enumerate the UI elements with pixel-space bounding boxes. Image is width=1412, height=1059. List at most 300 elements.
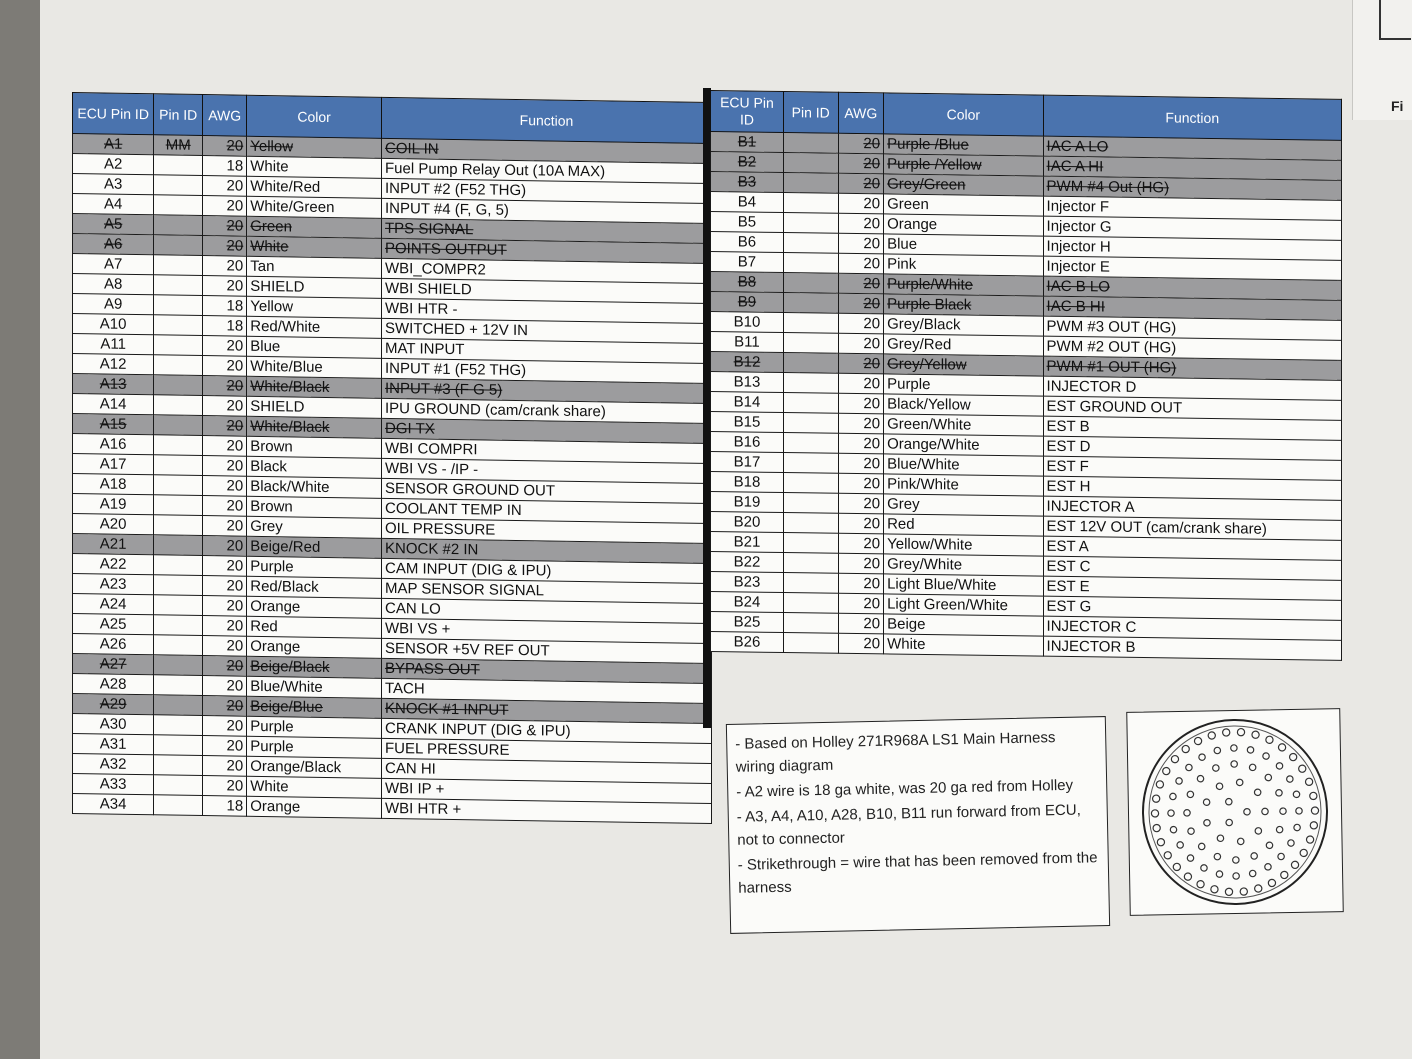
cell-awg: 18: [203, 156, 247, 177]
pin-hole: [1199, 754, 1206, 761]
cell-pin-id: [154, 235, 203, 256]
cell-color: White/Black: [247, 376, 382, 398]
cell-ecu-pin-id: A25: [73, 614, 154, 635]
cell-ecu-pin-id: A20: [73, 514, 154, 535]
cell-color: Red: [884, 514, 1043, 536]
pin-hole: [1231, 761, 1238, 768]
cell-awg: 20: [838, 413, 884, 434]
cell-color: Orange: [884, 214, 1043, 236]
cell-awg: 20: [838, 473, 884, 494]
pin-hole: [1211, 886, 1218, 893]
cell-awg: 20: [838, 273, 884, 294]
cell-function: EST G: [1043, 596, 1341, 620]
cell-awg: 20: [838, 293, 884, 314]
cell-ecu-pin-id: B24: [711, 592, 784, 613]
pin-hole: [1299, 765, 1306, 772]
cell-awg: 20: [203, 456, 247, 477]
cell-function: CAM INPUT (DIG & IPU): [382, 558, 712, 583]
cell-ecu-pin-id: B3: [711, 172, 784, 193]
cell-pin-id: [154, 335, 203, 356]
cell-awg: 20: [838, 173, 884, 194]
cell-pin-id: [154, 255, 203, 276]
pin-hole: [1197, 881, 1204, 888]
cell-pin-id: [154, 595, 203, 616]
cell-awg: 18: [203, 316, 247, 337]
cell-pin-id: [154, 415, 203, 436]
cell-pin-id: [783, 433, 838, 454]
pin-hole: [1170, 793, 1177, 800]
cell-ecu-pin-id: B23: [711, 572, 784, 593]
cell-function: WBI_COMPR2: [382, 258, 712, 283]
cell-pin-id: [154, 435, 203, 456]
cell-pin-id: [154, 495, 203, 516]
cell-pin-id: [154, 615, 203, 636]
cell-awg: 20: [203, 536, 247, 557]
cell-awg: 20: [203, 556, 247, 577]
partial-heading: Fi: [1391, 98, 1404, 114]
cell-color: Purple: [247, 556, 382, 578]
cell-awg: 20: [203, 476, 247, 497]
header-color: Color: [247, 95, 382, 138]
cell-color: Blue/White: [884, 454, 1043, 476]
cell-color: Beige/Black: [247, 656, 382, 678]
pin-hole: [1233, 873, 1240, 880]
cell-color: SHIELD: [247, 276, 382, 298]
cell-function: EST 12V OUT (cam/crank share): [1043, 516, 1341, 540]
cell-awg: 20: [838, 593, 884, 614]
cell-ecu-pin-id: A33: [73, 774, 154, 795]
cell-ecu-pin-id: B17: [711, 452, 784, 473]
cell-awg: 20: [203, 356, 247, 377]
cell-awg: 20: [203, 396, 247, 417]
pin-hole: [1173, 863, 1180, 870]
cell-color: Grey/Black: [884, 314, 1043, 336]
pin-hole: [1249, 870, 1256, 877]
header-function: Function: [1043, 95, 1341, 140]
cell-function: INPUT #3 (F G 5): [382, 378, 712, 403]
cell-pin-id: [783, 353, 838, 374]
cell-pin-id: [154, 635, 203, 656]
cell-awg: 20: [838, 553, 884, 574]
cell-awg: 20: [838, 573, 884, 594]
pin-hole: [1214, 747, 1221, 754]
cell-awg: 20: [838, 393, 884, 414]
cell-pin-id: [783, 313, 838, 334]
cell-function: IAC B LO: [1043, 276, 1341, 300]
cell-awg: 20: [838, 193, 884, 214]
cell-ecu-pin-id: B25: [711, 612, 784, 633]
pin-hole: [1168, 810, 1175, 817]
cell-pin-id: [154, 315, 203, 336]
pin-hole: [1291, 861, 1298, 868]
pin-hole: [1311, 807, 1318, 814]
cell-pin-id: [783, 393, 838, 414]
cell-color: Purple: [247, 716, 382, 738]
pin-hole: [1194, 737, 1201, 744]
cell-ecu-pin-id: A23: [73, 574, 154, 595]
cell-color: Red/White: [247, 316, 382, 338]
pin-hole: [1255, 885, 1262, 892]
cell-color: Purple /Yellow: [884, 154, 1043, 176]
cell-color: Light Blue/White: [884, 574, 1043, 596]
pin-hole: [1278, 744, 1285, 751]
cell-awg: 20: [838, 213, 884, 234]
cell-ecu-pin-id: A13: [73, 374, 154, 395]
cell-ecu-pin-id: B4: [711, 192, 784, 213]
cell-color: Orange: [247, 596, 382, 618]
pin-hole: [1237, 838, 1244, 845]
cell-pin-id: [154, 175, 203, 196]
note-line: - A2 wire is 18 ga white, was 20 ga red from Holley: [736, 776, 1074, 801]
cell-function: CRANK INPUT (DIG & IPU): [382, 718, 712, 743]
cell-function: PWM #1 OUT (HG): [1043, 356, 1341, 380]
cell-ecu-pin-id: B2: [711, 152, 784, 173]
pin-hole: [1214, 853, 1221, 860]
pin-hole: [1266, 736, 1273, 743]
cell-function: SWITCHED + 12V IN: [382, 318, 712, 343]
cell-color: Beige/Red: [247, 536, 382, 558]
cell-function: INPUT #2 (F52 THG): [382, 178, 712, 203]
cell-color: Yellow/White: [884, 534, 1043, 556]
cell-pin-id: [154, 155, 203, 176]
pin-hole: [1197, 775, 1204, 782]
cell-ecu-pin-id: B11: [711, 332, 784, 353]
cell-ecu-pin-id: B16: [711, 432, 784, 453]
cell-color: Blue: [884, 234, 1043, 256]
cell-ecu-pin-id: A22: [73, 554, 154, 575]
cell-function: PWM #2 OUT (HG): [1043, 336, 1341, 360]
cell-function: COOLANT TEMP IN: [382, 498, 712, 523]
cell-pin-id: [154, 535, 203, 556]
pinout-table-a: [72, 92, 712, 824]
pin-hole: [1198, 843, 1205, 850]
cell-awg: 20: [203, 496, 247, 517]
cell-function: Injector E: [1043, 256, 1341, 280]
cell-pin-id: [154, 575, 203, 596]
cell-ecu-pin-id: A15: [73, 414, 154, 435]
cell-color: Grey/Red: [884, 334, 1043, 356]
cell-pin-id: [783, 373, 838, 394]
cell-function: MAP SENSOR SIGNAL: [382, 578, 712, 603]
cell-awg: 18: [203, 796, 247, 817]
pin-hole: [1280, 808, 1287, 815]
cell-function: INJECTOR B: [1043, 636, 1341, 660]
pin-hole: [1252, 731, 1259, 738]
cell-function: PWM #4 Out (HG): [1043, 176, 1341, 200]
cell-function: PWM #3 OUT (HG): [1043, 316, 1341, 340]
cell-awg: 18: [203, 296, 247, 317]
pin-hole: [1265, 774, 1272, 781]
cell-color: Black/Yellow: [884, 394, 1043, 416]
cell-ecu-pin-id: B20: [711, 512, 784, 533]
header-ecu-pin-id: ECU Pin ID: [73, 93, 154, 135]
cell-color: White/Black: [247, 416, 382, 438]
cell-pin-id: [154, 675, 203, 696]
cell-color: Red/Black: [247, 576, 382, 598]
cell-color: Purple: [884, 374, 1043, 396]
cell-ecu-pin-id: A12: [73, 354, 154, 375]
cell-awg: 20: [838, 533, 884, 554]
cell-ecu-pin-id: A34: [73, 794, 154, 815]
cell-color: Grey/Green: [884, 174, 1043, 196]
header-pin-id: Pin ID: [783, 92, 838, 134]
cell-color: Brown: [247, 436, 382, 458]
pin-hole: [1237, 729, 1244, 736]
cell-ecu-pin-id: A4: [73, 194, 154, 215]
cell-pin-id: [783, 213, 838, 234]
pin-hole: [1176, 778, 1183, 785]
cell-function: BYPASS OUT: [382, 658, 712, 683]
cell-awg: 20: [203, 656, 247, 677]
cell-awg: 20: [203, 276, 247, 297]
cell-function: INJECTOR C: [1043, 616, 1341, 640]
cell-pin-id: [783, 613, 838, 634]
cell-awg: 20: [203, 216, 247, 237]
cell-color: White/Blue: [247, 356, 382, 378]
cell-pin-id: [154, 775, 203, 796]
cell-ecu-pin-id: A8: [73, 274, 154, 295]
cell-ecu-pin-id: A1: [73, 134, 154, 155]
pin-hole: [1171, 755, 1178, 762]
cell-function: COIL IN: [382, 138, 712, 163]
cell-pin-id: [783, 453, 838, 474]
cell-function: EST D: [1043, 436, 1341, 460]
cell-color: Black/White: [247, 476, 382, 498]
header-ecu-pin-id: ECU Pin ID: [711, 91, 784, 133]
cell-ecu-pin-id: B18: [711, 472, 784, 493]
cell-function: CAN LO: [382, 598, 712, 623]
cell-awg: 20: [203, 256, 247, 277]
cell-function: EST E: [1043, 576, 1341, 600]
cell-color: Grey/White: [884, 554, 1043, 576]
pin-hole: [1184, 873, 1191, 880]
cell-awg: 20: [838, 453, 884, 474]
cell-pin-id: [154, 515, 203, 536]
cell-color: Green/White: [884, 414, 1043, 436]
cell-awg: 20: [838, 353, 884, 374]
cell-color: Blue: [247, 336, 382, 358]
cell-awg: 20: [203, 756, 247, 777]
pin-hole: [1156, 781, 1163, 788]
cell-function: FUEL PRESSURE: [382, 738, 712, 763]
pin-hole: [1182, 745, 1189, 752]
pin-hole: [1151, 810, 1158, 817]
cell-awg: 20: [203, 176, 247, 197]
cell-color: Purple /Blue: [884, 134, 1043, 156]
pin-hole: [1287, 776, 1294, 783]
cell-function: EST C: [1043, 556, 1341, 580]
pin-hole: [1251, 853, 1258, 860]
cell-ecu-pin-id: B15: [711, 412, 784, 433]
cell-function: IAC B HI: [1043, 296, 1341, 320]
cell-ecu-pin-id: A32: [73, 754, 154, 775]
cell-awg: 20: [203, 436, 247, 457]
cell-function: INJECTOR A: [1043, 496, 1341, 520]
cell-pin-id: [154, 275, 203, 296]
pin-hole: [1293, 791, 1300, 798]
cell-pin-id: [154, 375, 203, 396]
cell-awg: 20: [203, 576, 247, 597]
cell-ecu-pin-id: A24: [73, 594, 154, 615]
cell-color: Green: [884, 194, 1043, 216]
pin-hole: [1289, 753, 1296, 760]
cell-function: Injector G: [1043, 216, 1341, 240]
pin-hole: [1294, 824, 1301, 831]
cell-function: CAN HI: [382, 758, 712, 783]
pin-hole: [1170, 826, 1177, 833]
cell-ecu-pin-id: A27: [73, 654, 154, 675]
pin-hole: [1310, 792, 1317, 799]
pin-hole: [1203, 799, 1210, 806]
cell-ecu-pin-id: B5: [711, 212, 784, 233]
cell-color: Black: [247, 456, 382, 478]
cell-pin-id: [154, 295, 203, 316]
cell-awg: 20: [838, 373, 884, 394]
pin-hole: [1249, 764, 1256, 771]
cell-ecu-pin-id: A21: [73, 534, 154, 555]
cell-color: Yellow: [247, 296, 382, 318]
pin-hole: [1266, 842, 1273, 849]
pin-hole: [1244, 809, 1251, 816]
cell-pin-id: [783, 253, 838, 274]
cell-awg: 20: [838, 633, 884, 654]
cell-awg: 20: [838, 613, 884, 634]
cell-color: Grey: [884, 494, 1043, 516]
cell-awg: 20: [203, 696, 247, 717]
pin-hole: [1226, 819, 1233, 826]
cell-awg: 20: [203, 616, 247, 637]
cell-ecu-pin-id: B12: [711, 352, 784, 373]
pin-hole: [1223, 729, 1230, 736]
cell-color: Yellow: [247, 136, 382, 158]
cell-pin-id: [783, 633, 838, 654]
connector-diagram: [1126, 708, 1344, 916]
cell-pin-id: [783, 533, 838, 554]
cell-ecu-pin-id: B8: [711, 272, 784, 293]
cell-function: OIL PRESSURE: [382, 518, 712, 543]
cell-color: Green: [247, 216, 382, 238]
pin-hole: [1213, 765, 1220, 772]
pin-hole: [1255, 828, 1262, 835]
cell-color: White: [247, 776, 382, 798]
cell-ecu-pin-id: A18: [73, 474, 154, 495]
cell-function: KNOCK #1 INPUT: [382, 698, 712, 723]
cell-awg: 20: [203, 736, 247, 757]
cell-pin-id: [783, 293, 838, 314]
pin-hole: [1240, 888, 1247, 895]
cell-ecu-pin-id: A3: [73, 174, 154, 195]
pin-hole: [1263, 753, 1270, 760]
cell-color: Tan: [247, 256, 382, 278]
cell-ecu-pin-id: A29: [73, 694, 154, 715]
cell-function: MAT INPUT: [382, 338, 712, 363]
cell-color: Purple/White: [884, 274, 1043, 296]
cell-pin-id: [783, 513, 838, 534]
note-line: - Strikethrough = wire that has been removed from the harness: [737, 849, 1098, 897]
cell-ecu-pin-id: A28: [73, 674, 154, 695]
pin-hole: [1278, 853, 1285, 860]
cell-color: White: [247, 156, 382, 178]
pin-hole: [1268, 879, 1275, 886]
cell-ecu-pin-id: B9: [711, 292, 784, 313]
table-a-body: [73, 134, 712, 824]
cell-function: DGI TX: [382, 418, 712, 443]
cell-pin-id: [783, 493, 838, 514]
pin-hole: [1276, 790, 1283, 797]
cell-pin-id: [783, 233, 838, 254]
cell-pin-id: [154, 795, 203, 816]
cell-color: Brown: [247, 496, 382, 518]
pin-hole: [1236, 779, 1243, 786]
cell-color: Beige/Blue: [247, 696, 382, 718]
cell-pin-id: [783, 573, 838, 594]
cell-color: Pink/White: [884, 474, 1043, 496]
cell-color: White: [884, 634, 1043, 656]
pin-hole: [1187, 791, 1194, 798]
pin-hole: [1187, 855, 1194, 862]
cell-pin-id: [783, 553, 838, 574]
cell-ecu-pin-id: B1: [711, 132, 784, 153]
cell-function: EST H: [1043, 476, 1341, 500]
cell-color: Pink: [884, 254, 1043, 276]
pin-hole: [1186, 764, 1193, 771]
cell-awg: 20: [203, 676, 247, 697]
pin-hole: [1225, 888, 1232, 895]
cell-pin-id: [783, 133, 838, 154]
cell-ecu-pin-id: B19: [711, 492, 784, 513]
cell-function: IPU GROUND (cam/crank share): [382, 398, 712, 423]
cell-ecu-pin-id: A10: [73, 314, 154, 335]
cell-ecu-pin-id: A30: [73, 714, 154, 735]
cell-awg: 20: [838, 493, 884, 514]
cell-function: WBI VS +: [382, 618, 712, 643]
cell-function: INPUT #1 (F52 THG): [382, 358, 712, 383]
cell-function: EST GROUND OUT: [1043, 396, 1341, 420]
cell-ecu-pin-id: A14: [73, 394, 154, 415]
cell-pin-id: [154, 215, 203, 236]
header-pin-id: Pin ID: [154, 94, 203, 136]
cell-color: Beige: [884, 614, 1043, 636]
cell-ecu-pin-id: A11: [73, 334, 154, 355]
cell-ecu-pin-id: B21: [711, 532, 784, 553]
pin-hole: [1226, 798, 1233, 805]
cell-function: IAC A LO: [1043, 136, 1341, 160]
pin-hole: [1152, 795, 1159, 802]
cell-color: Purple Black: [884, 294, 1043, 316]
cell-ecu-pin-id: B14: [711, 392, 784, 413]
cell-ecu-pin-id: B13: [711, 372, 784, 393]
pin-hole: [1184, 810, 1191, 817]
cell-color: Orange/White: [884, 434, 1043, 456]
header-function: Function: [382, 97, 712, 143]
cell-function: WBI SHIELD: [382, 278, 712, 303]
cell-ecu-pin-id: A9: [73, 294, 154, 315]
pin-hole: [1157, 839, 1164, 846]
pin-hole: [1281, 871, 1288, 878]
cell-pin-id: [783, 273, 838, 294]
cell-function: KNOCK #2 IN: [382, 538, 712, 563]
pin-hole: [1208, 732, 1215, 739]
header-awg: AWG: [203, 95, 247, 137]
cell-awg: 20: [203, 196, 247, 217]
cell-color: White/Red: [247, 176, 382, 198]
pin-hole: [1188, 828, 1195, 835]
cell-function: Fuel Pump Relay Out (10A MAX): [382, 158, 712, 183]
cell-awg: 20: [203, 336, 247, 357]
pin-hole: [1305, 778, 1312, 785]
cell-ecu-pin-id: A26: [73, 634, 154, 655]
connector-face-icon: [1127, 709, 1342, 915]
